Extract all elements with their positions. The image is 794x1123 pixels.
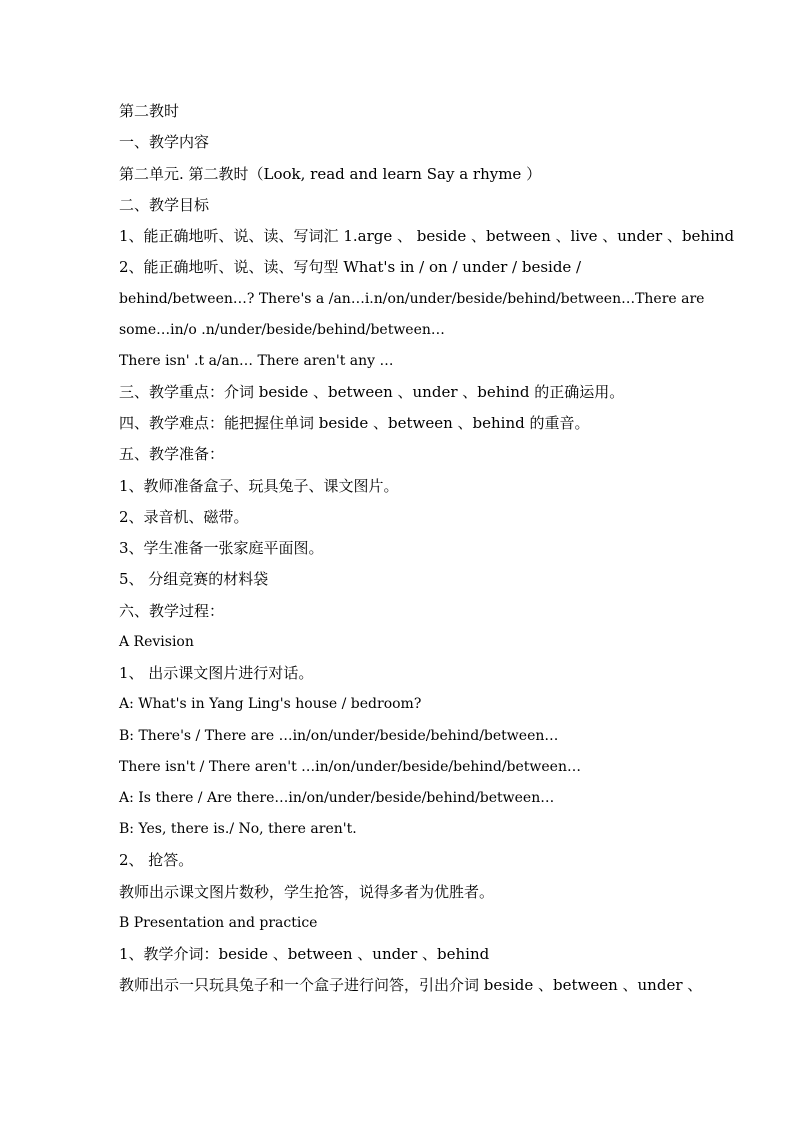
presentation-step-1: 1、教学介词：beside 、between 、under 、behind [119, 945, 490, 963]
dialogue-line: There isn't / There aren't …in/on/under/beside/behind/between… [119, 759, 581, 775]
presentation-step-1-text: 教师出示一只玩具兔子和一个盒子进行问答，引出介词 beside 、between 、under 、 [119, 976, 703, 994]
dialogue-line: A: What's in Yang Ling's house / bedroom? [119, 696, 422, 712]
dialogue-line: A: Is there / Are there…in/on/under/beside/behind/between… [119, 790, 555, 806]
step-heading-presentation: B Presentation and practice [119, 915, 318, 931]
objective-2-continued: There isn' .t a/an… There aren't any … [119, 353, 394, 369]
dialogue-line: B: Yes, there is./ No, there aren't. [119, 821, 357, 837]
dialogue-line: B: There's / There are …in/on/under/beside/behind/between… [119, 728, 559, 744]
preparation-item: 2、录音机、磁带。 [119, 508, 249, 526]
section-heading-objectives: 二、教学目标 [119, 196, 210, 214]
revision-step-2-text: 教师出示课文图片数秒，学生抢答，说得多者为优胜者。 [119, 883, 495, 901]
section-heading-difficulties: 四、教学难点：能把握住单词 beside 、between 、behind 的重音。 [119, 414, 590, 432]
preparation-item: 3、学生准备一张家庭平面图。 [119, 539, 324, 557]
revision-step-1: 1、 出示课文图片进行对话。 [119, 664, 314, 682]
revision-step-2: 2、 抢答。 [119, 851, 194, 869]
content-text: 第二单元. 第二教时（Look, read and learn Say a rhyme ） [119, 165, 542, 183]
section-heading-preparation: 五、教学准备： [119, 445, 225, 463]
preparation-item: 1、教师准备盒子、玩具兔子、课文图片。 [119, 477, 399, 495]
step-heading-revision: A Revision [119, 634, 194, 650]
objective-2-continued: behind/between…? There's a /an…i.n/on/under/beside/behind/between…There are [119, 291, 705, 307]
section-heading-content: 一、教学内容 [119, 133, 210, 151]
lesson-title: 第二教时 [119, 102, 180, 120]
section-heading-key-points: 三、教学重点：介词 beside 、between 、under 、behind 的正确运用。 [119, 383, 625, 401]
objective-2: 2、能正确地听、说、读、写句型 What's in / on / under / beside / [119, 258, 582, 276]
section-heading-process: 六、教学过程： [119, 602, 225, 620]
preparation-item: 5、 分组竞赛的材料袋 [119, 570, 269, 588]
objective-2-continued: some…in/o .n/under/beside/behind/between… [119, 322, 445, 338]
objective-1: 1、能正确地听、说、读、写词汇 1.arge 、 beside 、between 、live 、under 、behind [119, 227, 735, 245]
